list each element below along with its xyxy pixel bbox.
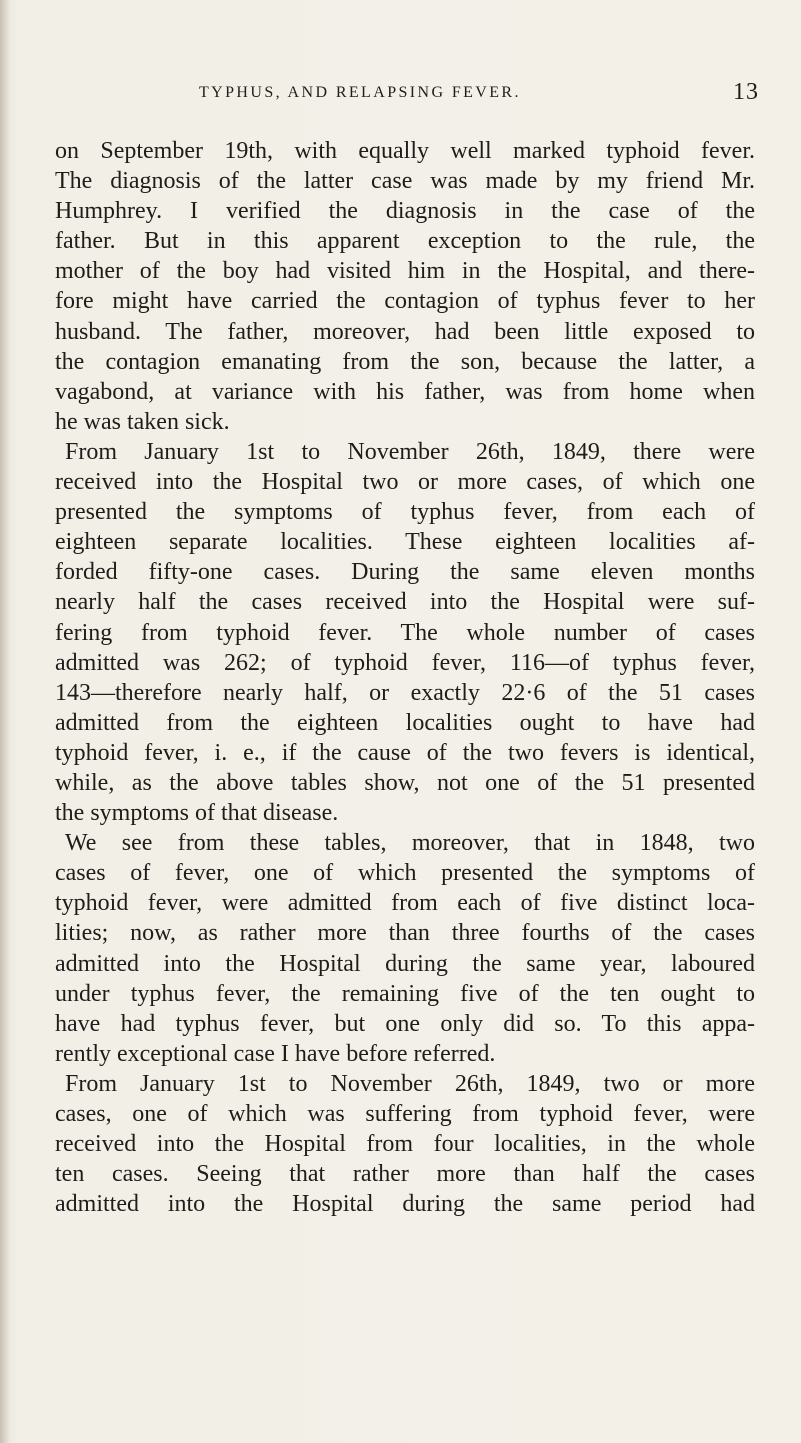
text-line: while, as the above tables show, not one of the 51 presented [55,769,755,796]
text-line: husband. The father, moreover, had been little exposed to [55,318,755,345]
text-line: forded fifty-one cases. During the same eleven months [55,559,755,586]
text-line: on September 19th, with equally well marked typhoid fever. [55,138,755,164]
text-line: admitted into the Hospital during the same period had [55,1191,755,1218]
text-line: rently exceptional case I have before referred. [55,1040,496,1067]
text-line: fore might have carried the contagion of typhus fever to her [55,288,755,315]
text-line: From January 1st to November 26th, 1849, two or more [65,1070,755,1097]
paragraph-3 [55,828,755,1069]
text-line: cases of fever, one of which presented the symptoms of [55,860,755,887]
text-line: have had typhus fever, but one only did so. To this appa- [55,1010,755,1037]
text-line: nearly half the cases received into the Hospital were suf- [55,589,755,616]
paragraph-1 [55,136,755,437]
text-line: mother of the boy had visited him in the Hospital, and there- [55,258,755,285]
running-head: TYPHUS, AND RELAPSING FEVER. [199,84,521,101]
page-header [199,79,759,112]
text-line: We see from these tables, moreover, that in 1848, two [65,830,755,857]
paragraph-4 [55,1069,755,1219]
text-line: he was taken sick. [55,408,230,435]
page-number: 13 [733,79,759,105]
text-line: cases, one of which was suffering from typhoid fever, were [55,1101,755,1127]
text-line: fering from typhoid fever. The whole number of cases [55,619,755,646]
text-line: The diagnosis of the latter case was made by my friend Mr. [55,168,755,195]
text-line: From January 1st to November 26th, 1849, there were [65,438,755,465]
text-line: admitted from the eighteen localities ought to have had [55,709,755,736]
text-line: received into the Hospital two or more cases, of which one [55,469,755,496]
text-line: father. But in this apparent exception to the rule, the [55,228,755,255]
text-line: Humphrey. I verified the diagnosis in the case of the [55,198,755,225]
paragraph-2 [55,437,755,828]
text-line: eighteen separate localities. These eighteen localities af- [55,529,755,556]
body-text [55,136,755,1219]
text-line: typhoid fever, were admitted from each of five distinct loca- [55,890,755,917]
text-line: ten cases. Seeing that rather more than half the cases [55,1161,755,1188]
text-line: the symptoms of that disease. [55,800,339,827]
text-line: admitted into the Hospital during the same year, laboured [55,950,755,977]
text-line: vagabond, at variance with his father, was from home when [55,378,755,405]
text-line: received into the Hospital from four localities, in the whole [55,1131,755,1158]
text-line: lities; now, as rather more than three fourths of the cases [55,920,755,947]
text-line: the contagion emanating from the son, because the latter, a [55,348,755,375]
text-line: 143—therefore nearly half, or exactly 22·6 of the 51 cases [55,679,755,706]
page-gutter-shadow [0,0,10,1443]
text-line: typhoid fever, i. e., if the cause of the two fevers is identical, [55,739,755,766]
text-line: presented the symptoms of typhus fever, from each of [55,499,755,526]
text-line: admitted was 262; of typhoid fever, 116—of typhus fever, [55,649,755,676]
text-line: under typhus fever, the remaining five of the ten ought to [55,980,755,1007]
